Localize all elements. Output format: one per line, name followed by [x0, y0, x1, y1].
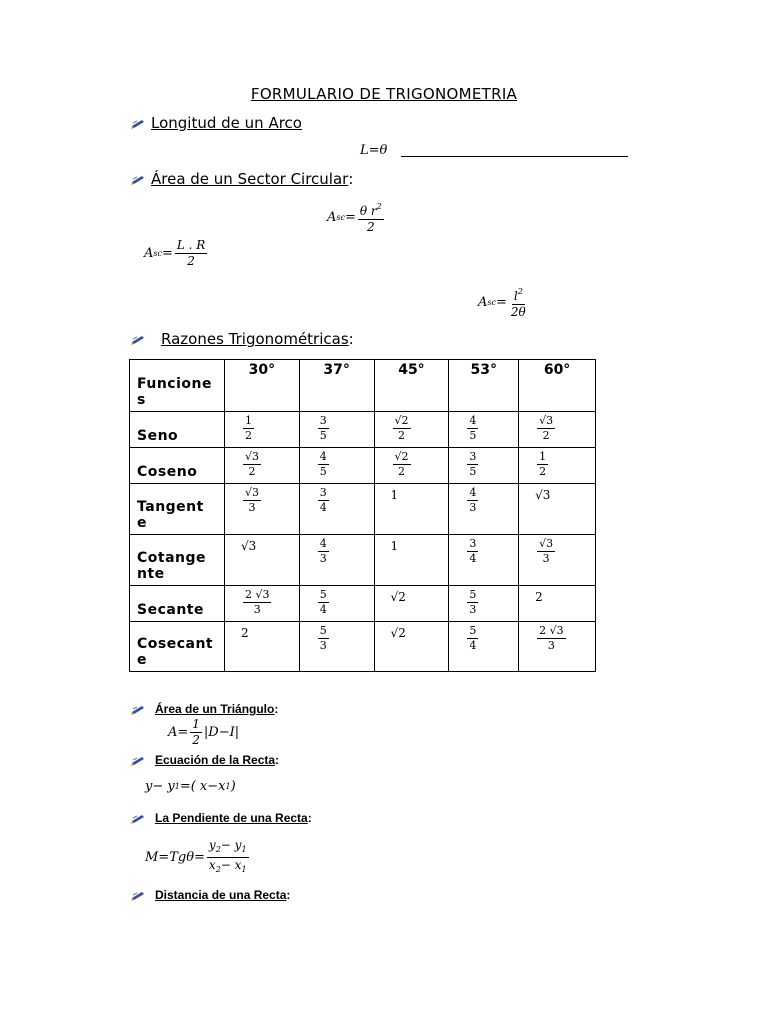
- denominator: 2: [192, 733, 200, 747]
- section-label: Área de un Sector Circular: [151, 170, 349, 188]
- fraction: [243, 414, 254, 443]
- denominator: 4: [469, 552, 477, 565]
- superscript: 2: [376, 202, 382, 211]
- plain-value: √3: [535, 488, 551, 502]
- superscript: 2: [517, 287, 523, 296]
- header-angle: 30°: [224, 360, 299, 412]
- function-name: Seno: [130, 412, 225, 448]
- numerator: 1: [539, 450, 547, 463]
- table-cell: [374, 412, 449, 448]
- cell-value: [449, 484, 518, 515]
- denominator: 2θ: [510, 305, 526, 319]
- plain-value: √2: [390, 590, 406, 604]
- function-name: Cotange nte: [130, 535, 225, 586]
- denominator: 2: [244, 429, 252, 442]
- pen-bullet-icon: [131, 812, 145, 824]
- denominator: 3: [253, 603, 261, 616]
- cell-value: [519, 448, 595, 479]
- header-functions: Funcione s: [130, 360, 225, 412]
- denominator: 3: [469, 501, 477, 514]
- numerator: √3: [539, 414, 554, 427]
- denominator: 5: [319, 429, 327, 442]
- table-cell: [449, 586, 519, 622]
- formula-lhs: M=Tgθ=: [145, 850, 205, 865]
- underline-blank: [401, 156, 628, 157]
- denominator: 2: [398, 429, 406, 442]
- numerator: 3: [469, 450, 477, 463]
- denominator: 5: [319, 465, 327, 478]
- formula-part: x: [208, 858, 216, 872]
- line-equation-formula: [145, 779, 236, 794]
- section-label: Distancia de una Recta: [155, 888, 287, 902]
- denominator: 5: [469, 429, 477, 442]
- fraction: [467, 588, 478, 617]
- fraction: [318, 450, 329, 479]
- section-slope: [131, 811, 312, 825]
- fraction: [318, 486, 329, 515]
- fraction: [318, 624, 329, 653]
- table-cell: [449, 622, 519, 672]
- table-cell: [374, 586, 449, 622]
- numerator: 1: [244, 414, 252, 427]
- cell-value: [519, 535, 595, 566]
- cell-value: [449, 535, 518, 566]
- formula-rest: |D−I|: [203, 725, 240, 740]
- formula-subscript: 2: [215, 845, 221, 854]
- formula-subscript: 1: [225, 782, 231, 791]
- cell-value: [375, 484, 449, 502]
- cell-value: [375, 535, 449, 553]
- table-cell: [374, 484, 449, 535]
- denominator: 3: [319, 639, 327, 652]
- formula-part: − x: [220, 858, 242, 872]
- cell-value: [300, 535, 374, 566]
- cell-value: [300, 586, 374, 617]
- cell-value: [449, 412, 518, 443]
- fraction: [467, 624, 478, 653]
- section-trig-ratios: [131, 330, 354, 348]
- table-cell: [299, 412, 374, 448]
- section-colon: :: [286, 888, 291, 902]
- pen-bullet-icon: [131, 889, 145, 901]
- numerator: 3: [469, 537, 477, 550]
- fraction: [467, 414, 478, 443]
- table-cell: [224, 586, 299, 622]
- table-row: [130, 484, 596, 535]
- cell-value: [519, 412, 595, 443]
- pen-bullet-icon: [131, 754, 145, 766]
- denominator: 5: [469, 465, 477, 478]
- plain-value: 2: [240, 626, 249, 640]
- section-label: Longitud de un Arco: [151, 114, 302, 132]
- fraction: [207, 838, 249, 877]
- cell-value: [375, 412, 449, 443]
- section-label: La Pendiente de una Recta: [155, 811, 308, 825]
- table-cell: [449, 412, 519, 448]
- formula-lhs: A: [478, 294, 488, 310]
- numerator: l: [513, 289, 518, 303]
- table-row: [130, 622, 596, 672]
- cell-value: [300, 448, 374, 479]
- table-cell: [519, 586, 596, 622]
- formula-subscript: 1: [241, 845, 247, 854]
- cell-value: [225, 448, 299, 479]
- denominator: 2: [398, 465, 406, 478]
- plain-value: √2: [390, 626, 406, 640]
- table-row: [130, 586, 596, 622]
- pen-bullet-icon: [131, 703, 145, 715]
- section-label: Razones Trigonométricas: [161, 330, 349, 348]
- fraction: [243, 450, 261, 479]
- denominator: 2: [542, 429, 550, 442]
- cell-value: [375, 586, 449, 604]
- table-cell: [224, 448, 299, 484]
- formula-subscript: sc: [336, 212, 345, 222]
- header-angle: 45°: [374, 360, 449, 412]
- formula-subscript: sc: [153, 249, 162, 258]
- function-name: Tangent e: [130, 484, 225, 535]
- numerator: θ r: [359, 204, 377, 218]
- table-cell: [299, 484, 374, 535]
- cell-value: [519, 484, 595, 502]
- table-cell: [299, 535, 374, 586]
- fraction: [393, 450, 411, 479]
- section-colon: :: [275, 753, 280, 767]
- formula-part: y: [208, 838, 216, 852]
- numerator: 4: [319, 450, 327, 463]
- table-row: [130, 448, 596, 484]
- section-label: Ecuación de la Recta: [155, 753, 276, 767]
- fraction: [537, 537, 555, 566]
- denominator: 2: [367, 220, 375, 234]
- formula-lhs: A=: [168, 725, 189, 740]
- cell-value: [519, 622, 595, 653]
- pen-bullet-icon: [131, 333, 145, 345]
- fraction: [243, 588, 272, 617]
- cell-value: [449, 448, 518, 479]
- header-angle: 53°: [449, 360, 519, 412]
- section-line-distance: [131, 888, 290, 902]
- section-colon: :: [348, 330, 354, 348]
- table-cell: [519, 448, 596, 484]
- cell-value: [300, 484, 374, 515]
- formula-subscript: sc: [487, 297, 496, 307]
- section-sector-area: [131, 170, 353, 188]
- numerator: 3: [319, 414, 327, 427]
- numerator: L . R: [176, 238, 206, 252]
- denominator: 4: [319, 501, 327, 514]
- formula-subscript: 1: [241, 865, 247, 874]
- formula-part: =( x−x: [179, 779, 226, 794]
- header-angle: 60°: [519, 360, 596, 412]
- section-line-equation: [131, 753, 279, 767]
- sector-formula-2: A sc = $\frac{L . R}{2}$: [144, 238, 206, 268]
- arc-formula: L=θ: [360, 143, 388, 158]
- section-triangle-area: [131, 702, 278, 716]
- table-cell: [374, 448, 449, 484]
- table-header-row: [130, 360, 596, 412]
- pen-bullet-icon: [131, 117, 145, 129]
- fraction: [509, 284, 528, 320]
- formula-part: − y: [220, 838, 242, 852]
- fraction: [393, 414, 411, 443]
- function-name: Coseno: [130, 448, 225, 484]
- fraction: [243, 486, 261, 515]
- slope-formula: [145, 838, 251, 877]
- denominator: 3: [542, 552, 550, 565]
- header-angle: 37°: [299, 360, 374, 412]
- numerator: 2 √3: [539, 624, 564, 637]
- fraction: [318, 414, 329, 443]
- table-cell: [299, 448, 374, 484]
- cell-value: [449, 622, 518, 653]
- numerator: 5: [469, 624, 477, 637]
- table-cell: [299, 622, 374, 672]
- numerator: 5: [469, 588, 477, 601]
- table-cell: [449, 535, 519, 586]
- pen-bullet-icon: [131, 173, 145, 185]
- cell-value: [225, 535, 299, 553]
- denominator: 3: [469, 603, 477, 616]
- numerator: √2: [394, 450, 409, 463]
- table-cell: [449, 484, 519, 535]
- cell-value: [300, 412, 374, 443]
- cell-value: [225, 412, 299, 443]
- denominator: 2: [187, 254, 195, 268]
- table-cell: [224, 484, 299, 535]
- formula-part: ): [230, 779, 236, 794]
- triangle-formula: [168, 717, 239, 748]
- fraction: [467, 537, 478, 566]
- function-name: Cosecant e: [130, 622, 225, 672]
- cell-value: [225, 484, 299, 515]
- section-label: Área de un Triángulo: [155, 702, 275, 716]
- plain-value: 2: [535, 590, 543, 604]
- plain-value: 1: [390, 488, 399, 502]
- plain-value: 1: [390, 539, 399, 553]
- numerator: √3: [244, 450, 259, 463]
- formula-subscript: 2: [215, 865, 221, 874]
- table-cell: [519, 412, 596, 448]
- sector-formula-3: A sc = $\frac{l^2}{2\theta}$: [478, 284, 530, 320]
- table-cell: [519, 535, 596, 586]
- numerator: √3: [244, 486, 259, 499]
- cell-value: [225, 622, 299, 640]
- denominator: 3: [319, 552, 327, 565]
- fraction: [537, 414, 555, 443]
- plain-value: √3: [240, 539, 257, 553]
- formula-lhs: A: [144, 246, 154, 261]
- section-colon: :: [307, 811, 312, 825]
- table-cell: [374, 622, 449, 672]
- numerator: 1: [192, 717, 200, 731]
- formula-subscript: 1: [174, 782, 180, 791]
- fraction: [318, 588, 329, 617]
- fraction: [537, 450, 548, 479]
- trig-table: [129, 359, 596, 672]
- page-title: FORMULARIO DE TRIGONOMETRIA: [250, 85, 518, 103]
- numerator: 5: [319, 624, 327, 637]
- function-name: Secante: [130, 586, 225, 622]
- section-colon: :: [348, 170, 354, 188]
- denominator: 4: [469, 639, 477, 652]
- denominator: 4: [319, 603, 327, 616]
- table-cell: [299, 586, 374, 622]
- fraction: [537, 624, 566, 653]
- cell-value: [300, 622, 374, 653]
- denominator: 2: [539, 465, 547, 478]
- fraction: [190, 717, 202, 748]
- numerator: 5: [319, 588, 327, 601]
- section-colon: :: [274, 702, 279, 716]
- table-cell: [519, 484, 596, 535]
- numerator: 4: [469, 414, 477, 427]
- numerator: 4: [319, 537, 327, 550]
- formula-lhs: A: [327, 209, 337, 225]
- table-cell: [449, 448, 519, 484]
- fraction: [175, 238, 207, 269]
- numerator: 2 √3: [244, 588, 270, 601]
- table-cell: [224, 622, 299, 672]
- sector-formula-1: A sc = $\frac{\theta r^2}{2}$: [327, 199, 386, 235]
- fraction: [467, 486, 478, 515]
- cell-value: [375, 622, 449, 640]
- denominator: 3: [248, 501, 256, 514]
- formula-part: y− y: [145, 779, 175, 794]
- denominator: 3: [547, 639, 555, 652]
- section-arc-length: [131, 114, 302, 132]
- fraction: [467, 450, 478, 479]
- table-row: [130, 412, 596, 448]
- fraction: [358, 199, 384, 235]
- numerator: 3: [319, 486, 327, 499]
- table-cell: [519, 622, 596, 672]
- table-cell: [374, 535, 449, 586]
- table-cell: [224, 535, 299, 586]
- cell-value: [225, 586, 299, 617]
- table-cell: [224, 412, 299, 448]
- table-row: [130, 535, 596, 586]
- numerator: √2: [394, 414, 409, 427]
- numerator: 4: [469, 486, 477, 499]
- numerator: √3: [539, 537, 554, 550]
- cell-value: [449, 586, 518, 617]
- denominator: 2: [248, 465, 256, 478]
- cell-value: [375, 448, 449, 479]
- fraction: [318, 537, 329, 566]
- cell-value: [519, 586, 595, 604]
